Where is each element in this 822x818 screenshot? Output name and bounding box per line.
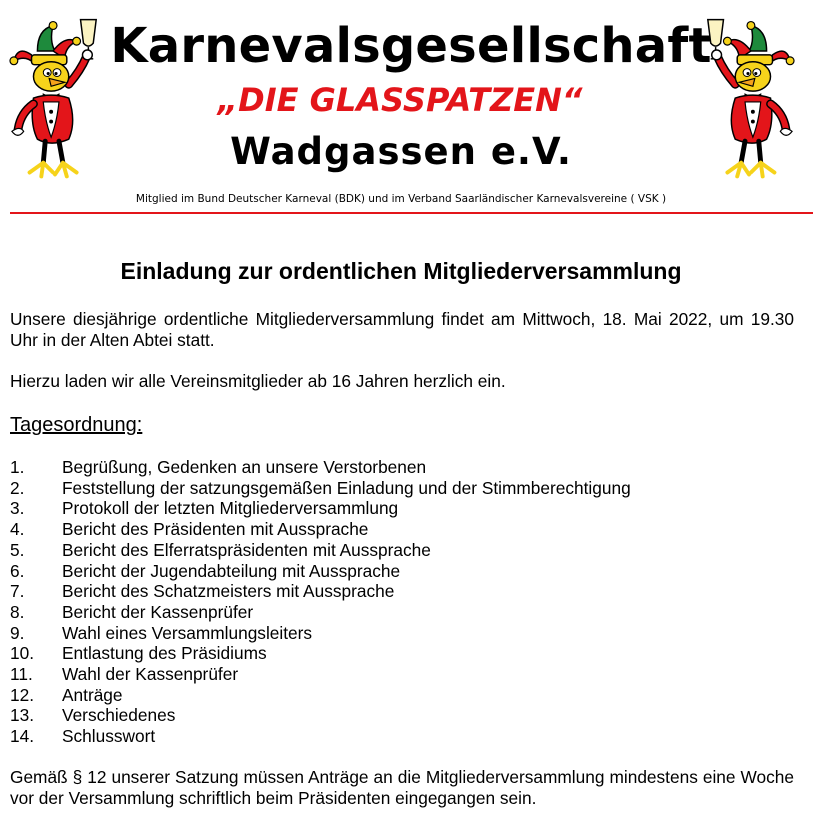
agenda-item [10,519,631,540]
agenda-item [10,457,631,478]
agenda-item-number: 14. [10,726,35,747]
agenda-item [10,498,631,519]
agenda-item [10,664,631,685]
agenda-item-text: Feststellung der satzungsgemäßen Einladung und der Stimmberechtigung [62,477,631,498]
agenda-item-text: Bericht des Elferratspräsidenten mit Aussprache [62,539,431,560]
agenda-item [10,623,631,644]
agenda-item [10,478,631,499]
header-divider [10,212,813,214]
agenda-item-number: 2. [10,477,25,498]
invitation-paragraph: Hierzu laden wir alle Vereinsmitglieder ab 16 Jahren herzlich ein. [10,371,506,391]
agenda-item-number: 10. [10,643,35,664]
agenda-item-text: Verschiedenes [62,705,176,726]
agenda-item [10,705,631,726]
agenda-item-number: 1. [10,457,25,477]
agenda-item-text: Bericht der Jugendabteilung mit Aussprache [62,560,401,581]
agenda-item-text: Schlusswort [62,726,156,747]
agenda-item-text: Bericht der Kassenprüfer [62,601,254,622]
agenda-item-number: 5. [10,539,25,560]
agenda-item-number: 4. [10,519,25,540]
agenda-list [10,457,631,747]
agenda-item-text: Begrüßung, Gedenken an unsere Verstorbenen [62,457,427,477]
agenda-item-number: 6. [10,560,25,581]
agenda-item-number: 3. [10,498,25,519]
agenda-item-number: 11. [10,664,33,685]
document-title: Einladung zur ordentlichen Mitgliederversammlung [120,258,682,284]
motions-deadline-note: Gemäß § 12 unserer Satzung müssen Anträge an die Mitgliederversammlung mindestens eine Woche vor der Versammlung schriftlich beim Präsidenten eingegangen sein. [10,767,794,808]
membership-note: Mitglied im Bund Deutscher Karneval (BDK) und im Verband Saarländischer Karnevalsvereine ( VSK ) [135,193,667,205]
agenda-item-number: 9. [10,622,25,643]
agenda-item-text: Bericht des Präsidenten mit Aussprache [62,519,369,540]
agenda-item [10,685,631,706]
agenda-item-text: Entlastung des Präsidiums [62,643,267,664]
agenda-item [10,581,631,602]
agenda-item-text: Wahl eines Versammlungsleiters [62,622,313,643]
agenda-item-number: 8. [10,601,25,622]
agenda-item-text: Wahl der Kassenprüfer [62,664,239,685]
agenda-item [10,540,631,561]
organization-town: Wadgassen e.V. [230,130,572,173]
organization-nickname: „DIE GLASSPATZEN“ [217,81,583,119]
agenda-item-text: Protokoll der letzten Mitgliederversammlung [62,498,399,519]
agenda-item [10,643,631,664]
organization-name: Karnevalsgesellschaft [110,18,712,74]
agenda-item [10,561,631,582]
agenda-item-number: 12. [10,684,35,705]
intro-paragraph: Unsere diesjährige ordentliche Mitgliederversammlung findet am Mittwoch, 18. Mai 2022, um 19.30 Uhr in der Alten Abtei statt. [10,309,794,350]
agenda-item [10,726,631,747]
agenda-item [10,602,631,623]
agenda-heading: Tagesordnung: [10,414,143,436]
agenda-item-text: Anträge [62,684,123,705]
agenda-item-number: 13. [10,705,35,726]
agenda-item-number: 7. [10,581,25,602]
agenda-item-text: Bericht des Schatzmeisters mit Aussprache [62,581,395,602]
